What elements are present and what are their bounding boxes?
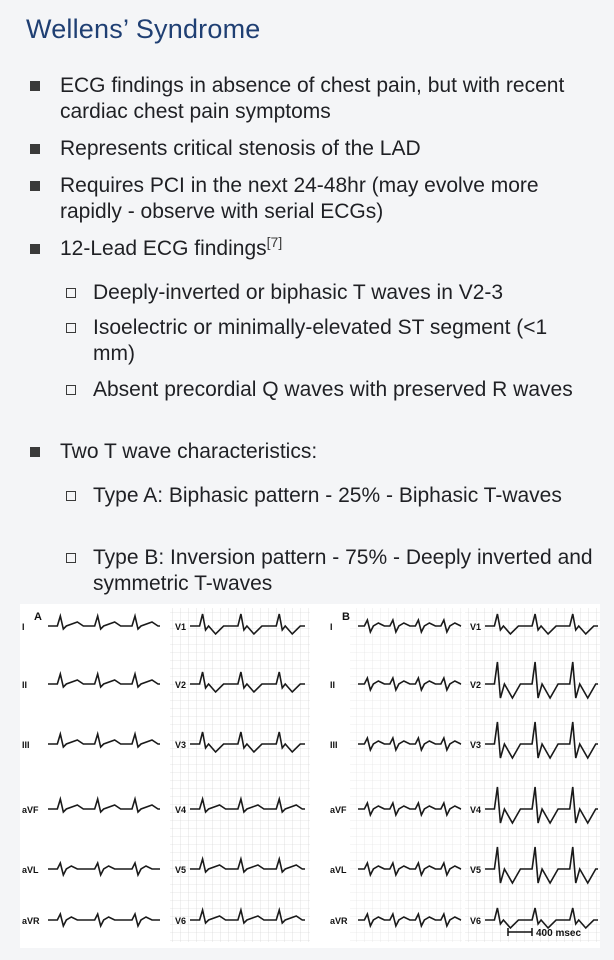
bullet-text: Two T wave characteristics: bbox=[60, 440, 318, 463]
bullet-text: 12-Lead ECG findings bbox=[60, 237, 267, 260]
ecg-trace-a-limb-2 bbox=[48, 674, 160, 687]
lead-label-b-v6: V6 bbox=[470, 916, 482, 926]
bullet-text: ECG findings in absence of chest pain, but with recent cardiac chest pain symptoms bbox=[60, 74, 565, 123]
ecg-trace-a-limb-1 bbox=[48, 616, 160, 629]
ecg-trace-a-limb-5 bbox=[48, 863, 160, 875]
ecg-trace-a-limb-6 bbox=[48, 914, 160, 926]
ecg-grid-b bbox=[465, 608, 600, 942]
hollow-square-bullet-icon bbox=[66, 323, 76, 333]
lead-label-a-v3: V3 bbox=[175, 740, 187, 750]
lead-label-a-ii: II bbox=[22, 680, 28, 690]
lead-label-b-avf: aVF bbox=[330, 805, 347, 815]
square-bullet-icon bbox=[30, 144, 40, 154]
sub-bullet-text: Type B: Inversion pattern - 75% - Deeply inverted and symmetric T-waves bbox=[93, 546, 593, 595]
hollow-square-bullet-icon bbox=[66, 288, 76, 298]
lead-label-b-avr: aVR bbox=[330, 916, 348, 926]
ecg-figure bbox=[20, 604, 600, 948]
square-bullet-icon bbox=[30, 447, 40, 457]
sub-bullet-text: Absent precordial Q waves with preserved R waves bbox=[93, 378, 573, 401]
lead-label-a-avf: aVF bbox=[22, 805, 39, 815]
hollow-square-bullet-icon bbox=[66, 491, 76, 501]
lead-label-a-v1: V1 bbox=[175, 622, 187, 632]
hollow-square-bullet-icon bbox=[66, 385, 76, 395]
ecg-grid-a bbox=[170, 608, 310, 942]
lead-label-b-avl: aVL bbox=[330, 865, 347, 875]
lead-label-a-v6: V6 bbox=[175, 916, 187, 926]
panel-b-label: B bbox=[342, 611, 350, 623]
page-title: Wellens’ Syndrome bbox=[26, 14, 261, 44]
ecg-tracings bbox=[20, 604, 600, 948]
lead-label-b-v2: V2 bbox=[470, 680, 482, 690]
square-bullet-icon bbox=[30, 181, 40, 191]
ecg-grid-b-limb bbox=[350, 608, 462, 942]
lead-label-a-v4: V4 bbox=[175, 805, 187, 815]
panel-a-label: A bbox=[34, 611, 42, 623]
lead-label-b-v3: V3 bbox=[470, 740, 482, 750]
lead-label-b-ii: II bbox=[330, 680, 336, 690]
sub-bullet-text: Isoelectric or minimally-elevated ST segment (<1 mm) bbox=[93, 316, 548, 365]
lead-label-a-iii: III bbox=[22, 740, 30, 750]
bullet-text: Requires PCI in the next 24-48hr (may evolve more rapidly - observe with serial ECGs) bbox=[60, 174, 539, 223]
lead-label-b-v1: V1 bbox=[470, 622, 482, 632]
square-bullet-icon bbox=[30, 81, 40, 91]
bullet-text: Represents critical stenosis of the LAD bbox=[60, 137, 421, 160]
ecg-trace-a-limb-3 bbox=[48, 734, 160, 747]
square-bullet-icon bbox=[30, 244, 40, 254]
hollow-square-bullet-icon bbox=[66, 553, 76, 563]
lead-label-a-avr: aVR bbox=[22, 916, 40, 926]
lead-label-b-i: I bbox=[330, 622, 333, 632]
lead-label-a-i: I bbox=[22, 622, 25, 632]
lead-label-b-v4: V4 bbox=[470, 805, 482, 815]
ecg-trace-a-limb-4 bbox=[48, 799, 160, 812]
lead-label-a-avl: aVL bbox=[22, 865, 39, 875]
lead-label-a-v5: V5 bbox=[175, 865, 187, 875]
lead-label-b-iii: III bbox=[330, 740, 338, 750]
sub-bullet-text: Type A: Biphasic pattern - 25% - Biphasic T-waves bbox=[93, 484, 562, 507]
lead-label-b-v5: V5 bbox=[470, 865, 482, 875]
sub-bullet-text: Deeply-inverted or biphasic T waves in V2-3 bbox=[93, 281, 504, 304]
scale-label: 400 msec bbox=[536, 928, 582, 939]
lead-label-a-v2: V2 bbox=[175, 680, 187, 690]
citation-link[interactable]: [7] bbox=[266, 234, 283, 250]
